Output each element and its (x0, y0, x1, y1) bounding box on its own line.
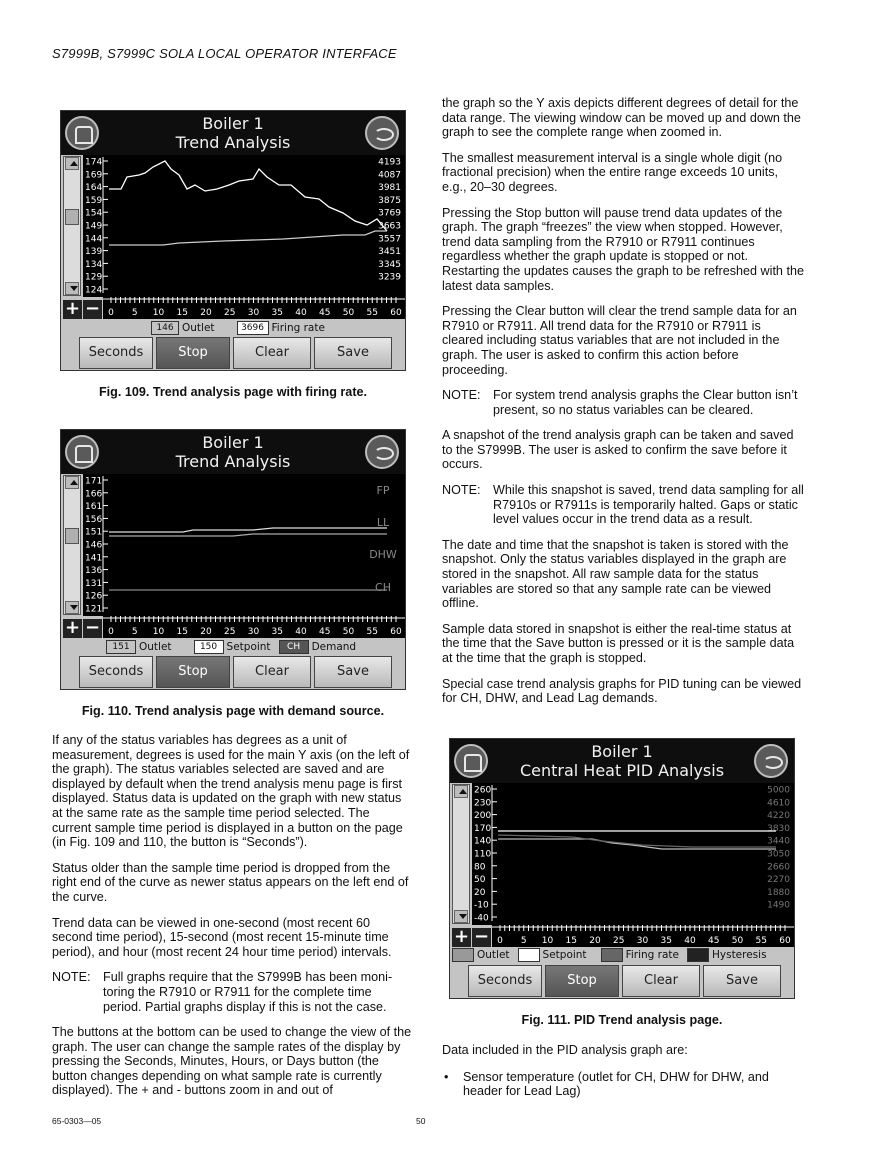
right-tick-label: 3663 (378, 221, 401, 232)
scrollbar[interactable] (452, 784, 470, 924)
outlet-series (109, 528, 387, 532)
y-tick-label: 141 (85, 553, 103, 564)
paragraph: Pressing the Stop button will pause trend data updates of the graph. The graph “freezes” the view when stopped. However, trend data sampling from the R7910 or R7911 continues regardless whether the graph update is stopped or not. Restarting the updates causes the graph to be refreshed with the latest data samples. (442, 205, 804, 293)
demand-label: LL (376, 516, 390, 529)
demand-label: Demand (311, 641, 357, 653)
zoom-out-button[interactable]: − (84, 298, 101, 319)
x-tick-label: 35 (660, 936, 672, 946)
right-column (442, 96, 804, 717)
x-tick-label: 45 (319, 308, 331, 318)
outlet-value: 146 (151, 321, 179, 335)
x-tick-label: 45 (708, 936, 720, 946)
footer-doc-number: 65-0303—05 (52, 1116, 102, 1126)
x-tick-label: 20 (589, 936, 601, 946)
y-tick-label: 171 (85, 476, 103, 487)
y-tick-label: -10 (474, 900, 489, 911)
setpoint-swatch (518, 948, 540, 962)
x-tick-label: 0 (108, 627, 114, 637)
x-tick-label: 50 (731, 936, 744, 946)
outlet-series (109, 231, 387, 245)
x-tick-label: 25 (613, 936, 625, 946)
right-tick-label: 3451 (378, 247, 401, 258)
paragraph: A snapshot of the trend analysis graph can be taken and saved to the S7999B. The user is asked to confirm the save before it occurs. (442, 428, 794, 472)
note-label: NOTE: (442, 388, 481, 403)
scroll-up-icon[interactable] (454, 785, 468, 798)
pid-plot (472, 783, 794, 925)
scrollbar[interactable] (63, 475, 81, 615)
y-tick-label: 164 (85, 183, 103, 194)
y-tick-label: 159 (85, 195, 103, 206)
right-tick-label: 1880 (767, 887, 790, 898)
firing-rate-swatch (601, 948, 623, 962)
x-tick-label: 30 (247, 627, 260, 637)
x-tick-label: 55 (366, 627, 378, 637)
y-tick-label: -40 (474, 913, 489, 924)
x-tick-label: 60 (390, 308, 402, 318)
scroll-thumb[interactable] (65, 528, 79, 544)
right-tick-label: 3981 (378, 183, 401, 194)
save-button[interactable]: Save (314, 337, 392, 369)
x-tick-label: 60 (390, 627, 402, 637)
paragraph: Trend data can be viewed in one-second (most recent 60 second time period), 15-second (most recent 15-minute time period), and hour (most recent 24 hour time period) intervals. (52, 915, 392, 959)
screen-title: Boiler 1 (202, 433, 264, 452)
stop-button[interactable]: Stop (156, 337, 230, 369)
hysteresis-swatch (687, 948, 709, 962)
y-tick-label: 156 (85, 514, 103, 525)
setpoint-label: Setpoint (226, 641, 271, 653)
y-tick-label: 131 (85, 578, 103, 589)
setpoint-series (109, 534, 387, 536)
paragraph: the graph so the Y axis depicts different degrees of detail for the data range. The viewing window can be moved up and down the graph to see the complete range when zoomed in. (442, 96, 801, 140)
note-text: Full graphs require that the S7999B has been moni-toring the R7910 or R7911 for the complete time period. Partial graphs display if this is not the case. (103, 970, 393, 1014)
pid-data-section (442, 1043, 804, 1099)
paragraph: Pressing the Clear button will clear the trend sample data for an R7910 or R7911. All trend data for the R7910 or R7911 is cleared including status variables that are not included in the graph. The user is asked to confirm this action before proceeding. (442, 304, 797, 377)
fig110-screen (60, 429, 406, 690)
save-button[interactable]: Save (314, 656, 392, 688)
x-tick-label: 15 (176, 627, 188, 637)
demand-value: CH (279, 640, 309, 654)
outlet-label: Outlet (182, 322, 215, 334)
fig111-caption: Fig. 111. PID Trend analysis page. (521, 1013, 723, 1027)
x-tick-label: 55 (755, 936, 767, 946)
paragraph: If any of the status variables has degrees as a unit of measurement, degrees is used for the main Y axis (on the left of the graph). The status variables selected are saved and are displayed by default when the trend analysis menu page is first displayed. Status data is updated on the graph with new status at the same rate as the sample time period selected. The current sample time period is displayed in a button on the page (in Fig. 109 and 110, the button is “Seconds”). (52, 733, 410, 850)
x-tick-label: 0 (497, 936, 503, 946)
demand-label: CH (375, 581, 391, 594)
x-axis (492, 925, 794, 947)
paragraph: The smallest measurement interval is a single whole digit (no fractional precision) when the entire range exceeds 10 units, e.g., 20–30 degrees. (442, 150, 783, 194)
x-tick-label: 35 (271, 308, 283, 318)
screen-title: Boiler 1 (591, 742, 653, 761)
fig111-screen (449, 738, 795, 999)
x-tick-label: 40 (295, 308, 307, 318)
y-tick-label: 170 (474, 823, 492, 834)
y-tick-label: 129 (85, 272, 103, 283)
seconds-button[interactable]: Seconds (79, 337, 153, 369)
paragraph: Status older than the sample time period is dropped from the right end of the curve as newer status appears on the left end of the curve. (52, 860, 409, 904)
note (52, 970, 412, 1014)
x-tick-label: 25 (224, 627, 236, 637)
right-tick-label: 4220 (767, 811, 790, 822)
zoom-out-button[interactable]: − (84, 617, 101, 638)
y-tick-label: 174 (85, 157, 103, 168)
y-tick-label: 20 (474, 887, 486, 898)
right-tick-label: 3830 (767, 823, 790, 834)
x-axis-svg (103, 616, 405, 638)
firing-rate-label: Firing rate (625, 949, 679, 961)
x-axis (103, 297, 405, 319)
y-tick-label: 50 (474, 875, 486, 886)
bullet-icon: • (444, 1069, 449, 1084)
scroll-down-icon[interactable] (454, 910, 468, 923)
x-tick-label: 15 (565, 936, 577, 946)
x-tick-label: 60 (779, 936, 791, 946)
seconds-button[interactable]: Seconds (468, 965, 542, 997)
clear-button[interactable]: Clear (233, 656, 311, 688)
screen-subtitle: Trend Analysis (175, 133, 291, 152)
x-tick-label: 20 (200, 627, 212, 637)
zoom-in-button[interactable]: + (453, 926, 470, 947)
seconds-button[interactable]: Seconds (79, 656, 153, 688)
scroll-up-icon[interactable] (65, 157, 79, 170)
paragraph: Data included in the PID analysis graph are: (442, 1043, 688, 1057)
x-tick-label: 5 (520, 936, 527, 946)
x-tick-label: 20 (200, 308, 212, 318)
fig109-screen (60, 110, 406, 371)
trend-plot (83, 474, 405, 616)
screen-subtitle: Central Heat PID Analysis (519, 761, 725, 780)
y-tick-label: 139 (85, 247, 103, 258)
right-tick-label: 3239 (378, 272, 401, 283)
screen-title: Boiler 1 (202, 114, 264, 133)
x-tick-label: 55 (366, 308, 378, 318)
left-column (52, 733, 412, 1109)
x-tick-label: 15 (176, 308, 188, 318)
y-tick-label: 121 (85, 604, 103, 615)
x-tick-label: 5 (131, 627, 138, 637)
paragraph: Special case trend analysis graphs for PID tuning can be viewed for CH, DHW, and Lead Lag demands. (442, 676, 802, 706)
footer-page-number: 50 (416, 1116, 426, 1126)
y-tick-label: 80 (474, 862, 486, 873)
x-tick-label: 35 (271, 627, 283, 637)
x-tick-label: 5 (131, 308, 138, 318)
fig110-caption: Fig. 110. Trend analysis page with demand source. (81, 704, 385, 718)
scrollbar[interactable] (63, 156, 81, 296)
clear-button[interactable]: Clear (233, 337, 311, 369)
zoom-out-button[interactable]: − (473, 926, 490, 947)
hysteresis-label: Hysteresis (711, 949, 767, 961)
x-tick-label: 0 (108, 308, 114, 318)
stop-button[interactable]: Stop (545, 965, 619, 997)
y-tick-label: 200 (474, 811, 492, 822)
y-tick-label: 230 (474, 798, 492, 809)
y-tick-label: 260 (474, 785, 492, 796)
x-axis-svg (103, 297, 405, 319)
x-tick-label: 45 (319, 627, 331, 637)
firing-rate-value: 3696 (237, 321, 269, 335)
legend (452, 947, 767, 963)
paragraph: The buttons at the bottom can be used to change the view of the graph. The user can change the sample rates of the display by pressing the Seconds, Minutes, Hours, or Days button (the button changes depending on what sample rate is currently displayed). The + and - buttons zoom in and out of (52, 1025, 412, 1098)
y-tick-label: 166 (85, 489, 103, 500)
right-tick-label: 4087 (378, 170, 401, 181)
note-text: For system trend analysis graphs the Clear button isn’t present, so no status variables can be cleared. (493, 388, 798, 417)
y-tick-label: 140 (474, 836, 492, 847)
right-tick-label: 3050 (767, 849, 790, 860)
firing-rate-label: Firing rate (271, 322, 325, 334)
zoom-in-button[interactable]: + (64, 617, 81, 638)
y-tick-label: 146 (85, 540, 103, 551)
y-tick-label: 161 (85, 502, 103, 513)
y-tick-label: 151 (85, 527, 103, 538)
y-tick-label: 126 (85, 591, 103, 602)
bullet-text: Sensor temperature (outlet for CH, DHW for DHW, and header for Lead Lag) (463, 1069, 769, 1099)
trend-chart-svg (83, 155, 405, 297)
note-label: NOTE: (52, 970, 91, 985)
x-tick-label: 10 (152, 308, 165, 318)
outlet-value: 151 (106, 640, 136, 654)
right-tick-label: 3875 (378, 195, 401, 206)
x-tick-label: 40 (295, 627, 307, 637)
y-tick-label: 110 (474, 849, 492, 860)
right-tick-label: 2660 (767, 862, 790, 873)
right-tick-label: 4610 (767, 798, 790, 809)
outlet-swatch (452, 948, 474, 962)
y-tick-label: 169 (85, 170, 103, 181)
fig109-caption: Fig. 109. Trend analysis page with firing rate. (98, 385, 368, 399)
save-button[interactable]: Save (703, 965, 781, 997)
trend-plot (83, 155, 405, 297)
scroll-down-icon[interactable] (65, 601, 79, 614)
screen-subtitle: Trend Analysis (175, 452, 291, 471)
y-tick-label: 144 (85, 234, 103, 245)
x-tick-label: 25 (224, 308, 236, 318)
outlet-label: Outlet (477, 949, 510, 961)
right-tick-label: 5000 (767, 785, 790, 796)
stop-button[interactable]: Stop (156, 656, 230, 688)
note-text: While this snapshot is saved, trend data sampling for all R7910s or R7911s is temporarily halted. Gaps or static level values occur in the trend data as a result. (493, 483, 804, 527)
right-tick-label: 2270 (767, 875, 790, 886)
right-tick-label: 1490 (767, 900, 790, 911)
y-tick-label: 149 (85, 221, 103, 232)
scroll-up-icon[interactable] (65, 476, 79, 489)
x-tick-label: 10 (152, 627, 165, 637)
y-tick-label: 124 (85, 285, 103, 296)
right-tick-label: 3345 (378, 259, 401, 270)
note (442, 483, 804, 527)
x-axis-svg (492, 925, 794, 947)
x-axis (103, 616, 405, 638)
demand-label: FP (376, 484, 390, 497)
y-tick-label: 154 (85, 208, 103, 219)
scroll-down-icon[interactable] (65, 282, 79, 295)
right-tick-label: 3557 (378, 234, 401, 245)
legend (106, 639, 356, 655)
x-tick-label: 50 (342, 627, 355, 637)
setpoint-label: Setpoint (542, 949, 587, 961)
scroll-thumb[interactable] (65, 209, 79, 225)
x-tick-label: 40 (684, 936, 696, 946)
note (442, 388, 804, 417)
legend (151, 320, 325, 336)
note-label: NOTE: (442, 483, 481, 498)
running-header: S7999B, S7999C SOLA LOCAL OPERATOR INTERFACE (52, 46, 397, 61)
paragraph: Sample data stored in snapshot is either the real-time status at the time that the Save button is pressed or it is the sample data at the time that the graph is stopped. (442, 621, 795, 665)
x-tick-label: 10 (541, 936, 554, 946)
x-tick-label: 30 (636, 936, 649, 946)
pid-chart-svg (472, 783, 794, 925)
clear-button[interactable]: Clear (622, 965, 700, 997)
right-tick-label: 3769 (378, 208, 401, 219)
x-tick-label: 50 (342, 308, 355, 318)
outlet-label: Outlet (139, 641, 172, 653)
trend-chart-svg (83, 474, 405, 616)
y-tick-label: 136 (85, 566, 103, 577)
y-tick-label: 134 (85, 259, 103, 270)
demand-label: DHW (369, 548, 397, 561)
x-tick-label: 30 (247, 308, 260, 318)
bullet-item (442, 1070, 804, 1099)
setpoint-value: 150 (194, 640, 224, 654)
paragraph: The date and time that the snapshot is taken is stored with the snapshot. Only the status variables displayed in the graph are stored in the snapshot. All raw sample data for the status variables are stored so that any sample rate can be viewed offline. (442, 537, 789, 611)
firing-rate-series (109, 161, 387, 231)
right-tick-label: 3440 (767, 836, 790, 847)
zoom-in-button[interactable]: + (64, 298, 81, 319)
right-tick-label: 4193 (378, 157, 401, 168)
